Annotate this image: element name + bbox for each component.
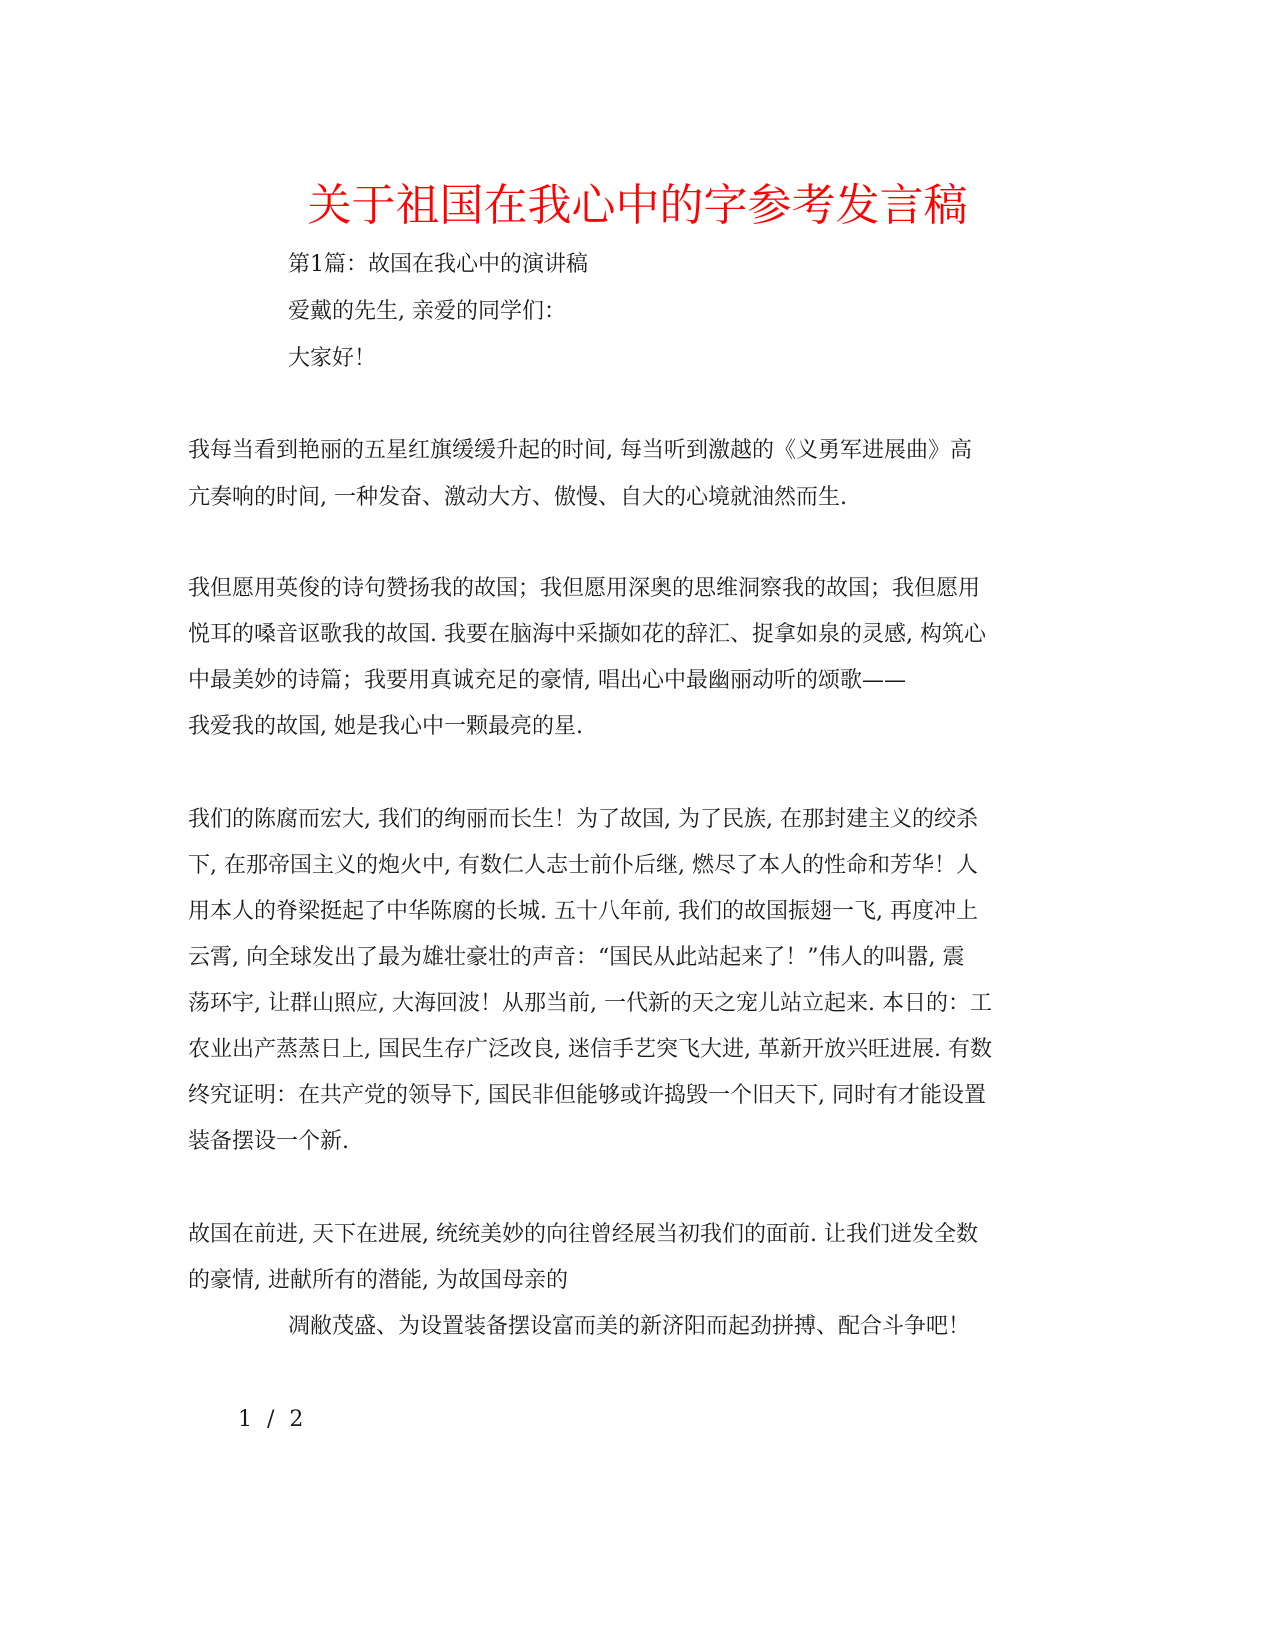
document-title: 关于祖国在我心中的字参考发言稿 (307, 180, 968, 231)
paragraph-line: 我爱我的故国, 她是我心中一颗最亮的星. (188, 714, 583, 739)
paragraph-line: 故国在前进, 天下在进展, 统统美妙的向往曾经展当初我们的面前. 让我们迸发全数 (188, 1222, 978, 1247)
paragraph-line: 悦耳的嗓音讴歌我的故国. 我要在脑海中采撷如花的辞汇、捉拿如泉的灵感, 构筑心 (188, 622, 986, 647)
paragraph-line: 用本人的脊梁挺起了中华陈腐的长城. 五十八年前, 我们的故国振翅一飞, 再度冲上 (188, 899, 978, 924)
paragraph-line: 亢奏响的时间, 一种发奋、激动大方、傲慢、自大的心境就油然而生. (188, 485, 847, 510)
paragraph-line: 农业出产蒸蒸日上, 国民生存广泛改良, 迷信手艺突飞大进, 革新开放兴旺进展. 有数 (188, 1037, 992, 1062)
paragraph-line: 下, 在那帝国主义的炮火中, 有数仁人志士前仆后继, 燃尽了本人的性命和芳华！人 (188, 853, 978, 878)
paragraph-line: 终究证明：在共产党的领导下, 国民非但能够或许捣毁一个旧天下, 同时有才能设置 (188, 1083, 986, 1108)
salutation: 爱戴的先生, 亲爱的同学们： (288, 299, 566, 324)
section-heading: 第1篇：故国在我心中的演讲稿 (288, 252, 588, 277)
paragraph-line: 荡环宇, 让群山照应, 大海回波！从那当前, 一代新的天之宠儿站立起来. 本日的：工 (188, 991, 992, 1016)
paragraph-line: 装备摆设一个新. (188, 1129, 349, 1154)
paragraph-line: 我每当看到艳丽的五星红旗缓缓升起的时间, 每当听到激越的《义勇军进展曲》高 (188, 438, 972, 463)
paragraph-line: 云霄, 向全球发出了最为雄壮豪壮的声音：“国民从此站起来了！”伟人的叫嚣, 震 (188, 945, 965, 970)
paragraph-line: 我但愿用英俊的诗句赞扬我的故国；我但愿用深奥的思维洞察我的故国；我但愿用 (188, 576, 981, 601)
page-number: 1 / 2 (238, 1407, 308, 1432)
paragraph-line: 中最美妙的诗篇；我要用真诚充足的豪情, 唱出心中最幽丽动听的颂歌—— (188, 668, 906, 693)
paragraph-line: 我们的陈腐而宏大, 我们的绚丽而长生！为了故国, 为了民族, 在那封建主义的绞杀 (188, 807, 978, 832)
paragraph-line: 的豪情, 进献所有的潜能, 为故国母亲的 (188, 1268, 568, 1293)
greeting: 大家好！ (288, 346, 377, 371)
closing-line: 凋敝茂盛、为设置装备摆设富而美的新济阳而起劲拼搏、配合斗争吧！ (288, 1314, 971, 1339)
